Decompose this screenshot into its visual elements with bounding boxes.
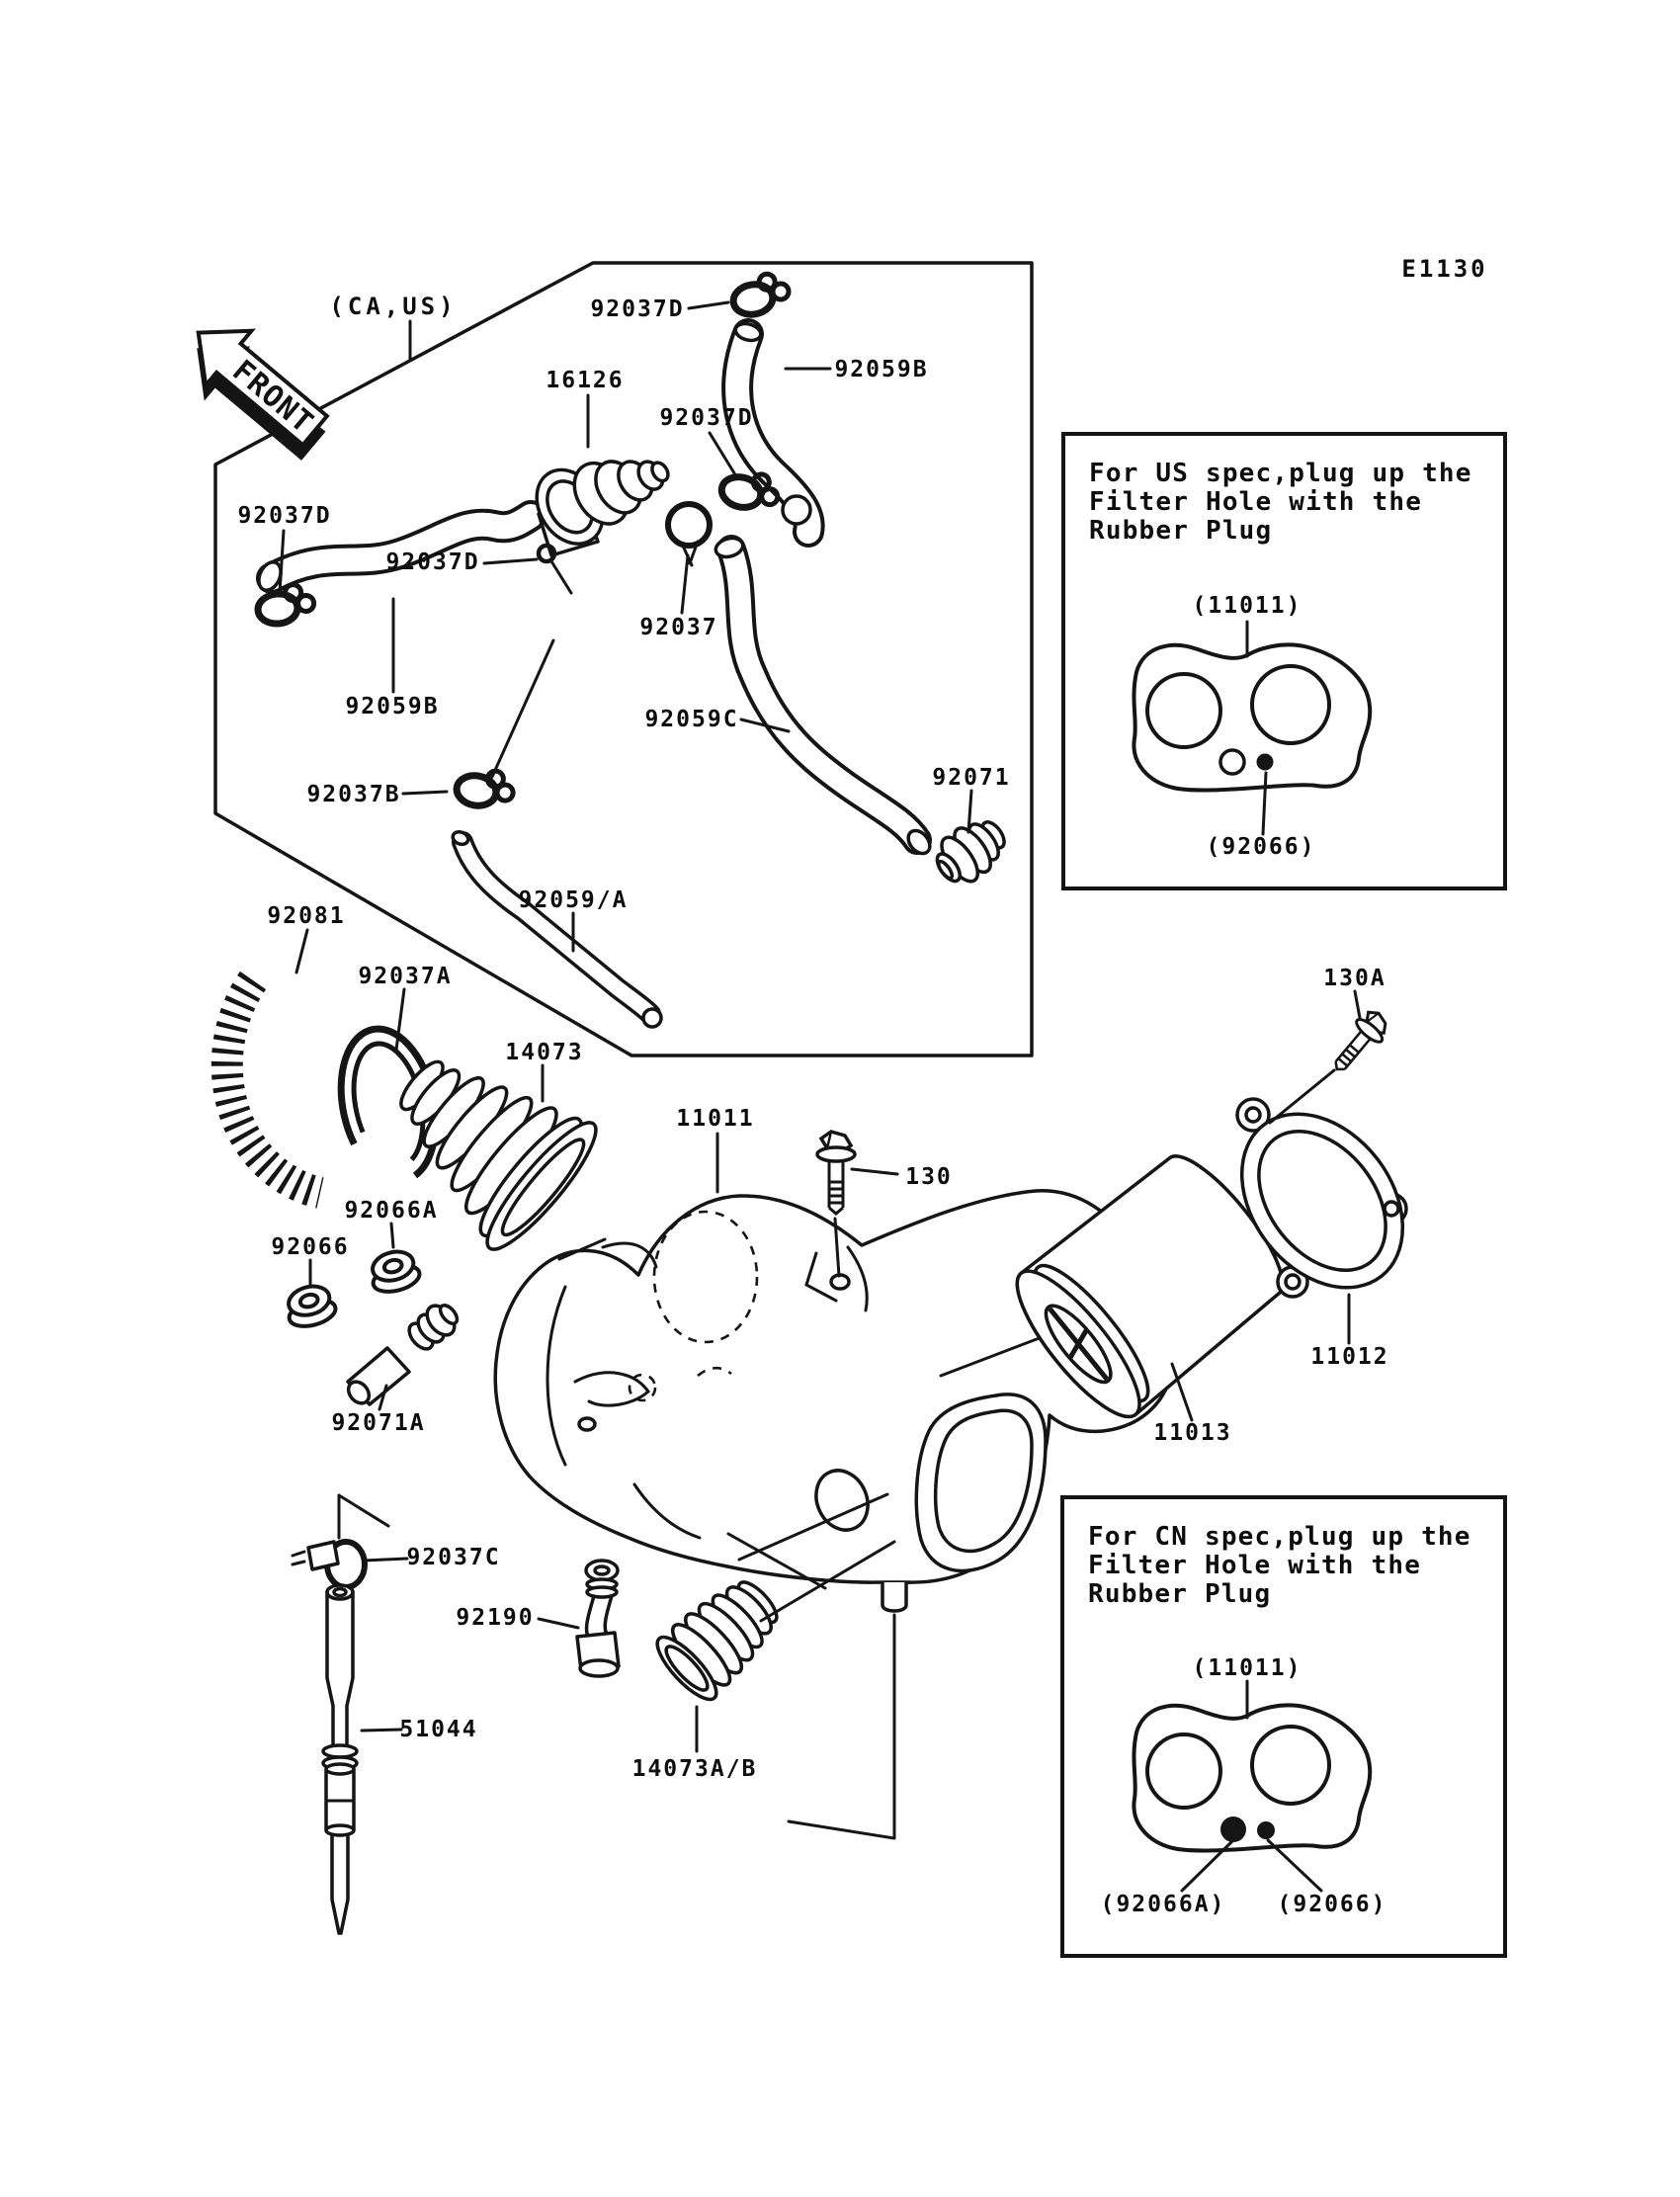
part-label-92190: 92190 [456, 1605, 535, 1631]
nut-92066a [367, 1246, 422, 1296]
nut-92066 [283, 1281, 338, 1330]
us-spec-note-box [1061, 432, 1507, 890]
part-label-16126: 16126 [546, 368, 625, 393]
part-label-92066A: 92066A [344, 1198, 439, 1224]
cn-note-line2: Filter Hole with the [1088, 1551, 1422, 1580]
part-label-51044: 51044 [399, 1717, 478, 1742]
cn-spec-note-text [1088, 1523, 1471, 1609]
cn-note-line3: Rubber Plug [1088, 1579, 1272, 1609]
part-label-92037: 92037 [639, 615, 718, 640]
diagram-code: E1130 [1401, 255, 1488, 283]
tube-51044 [323, 1585, 357, 1933]
part-label-92071: 92071 [932, 765, 1011, 791]
part-label-(92066): (92066) [1206, 834, 1316, 860]
duct-14073ab [649, 1565, 793, 1707]
front-arrow [167, 305, 345, 473]
part-label-92037D: 92037D [590, 296, 685, 322]
cn-spec-note-box [1060, 1495, 1507, 1958]
part-label-11013: 11013 [1153, 1420, 1232, 1446]
part-label-92059B: 92059B [345, 694, 440, 719]
part-label-11012: 11012 [1310, 1344, 1389, 1370]
part-label-(11011): (11011) [1192, 1655, 1302, 1681]
part-label-14073A/B: 14073A/B [631, 1756, 758, 1782]
elbow-92071a [344, 1301, 460, 1407]
part-label-130A: 130A [1323, 966, 1386, 991]
part-label-92066: 92066 [271, 1234, 350, 1260]
bolt-130 [817, 1132, 855, 1214]
hose-92059c [714, 536, 934, 858]
coil-92081 [227, 980, 320, 1193]
part-label-92037D: 92037D [659, 405, 754, 431]
clamp-92037b [455, 765, 517, 811]
part-label-92037A: 92037A [358, 964, 453, 989]
part-label-(92066A): (92066A) [1100, 1892, 1226, 1917]
bolt-92190 [577, 1561, 619, 1676]
clamp-92037c [293, 1542, 365, 1587]
grommet-92071 [927, 809, 1015, 892]
part-label-92037D: 92037D [237, 503, 332, 529]
part-label-92059B: 92059B [834, 357, 929, 382]
part-label-92037B: 92037B [306, 782, 401, 807]
part-label-92037C: 92037C [406, 1545, 501, 1570]
part-label-(92066): (92066) [1277, 1892, 1387, 1917]
part-label-92059C: 92059C [644, 707, 739, 732]
part-label-130: 130 [905, 1164, 953, 1190]
us-note-line2: Filter Hole with the [1089, 487, 1423, 517]
us-spec-note-text [1089, 460, 1472, 546]
region-variant-label: (CA,US) [329, 293, 458, 320]
part-label-92059/A: 92059/A [518, 887, 629, 913]
part-label-92081: 92081 [267, 903, 346, 929]
part-label-92071A: 92071A [331, 1410, 426, 1436]
part-label-92037D: 92037D [385, 549, 480, 575]
part-label-11011: 11011 [676, 1106, 755, 1132]
cn-note-line1: For CN spec,plug up the [1088, 1522, 1471, 1552]
valve-16126 [524, 418, 677, 593]
clamp-92037d-top [729, 271, 792, 317]
part-label-(11011): (11011) [1192, 593, 1302, 619]
front-arrow-text: FRONT [225, 353, 320, 441]
part-label-14073: 14073 [505, 1040, 584, 1065]
us-note-line3: Rubber Plug [1089, 516, 1273, 546]
hose-92059a [451, 830, 661, 1027]
us-note-line1: For US spec,plug up the [1089, 459, 1472, 488]
